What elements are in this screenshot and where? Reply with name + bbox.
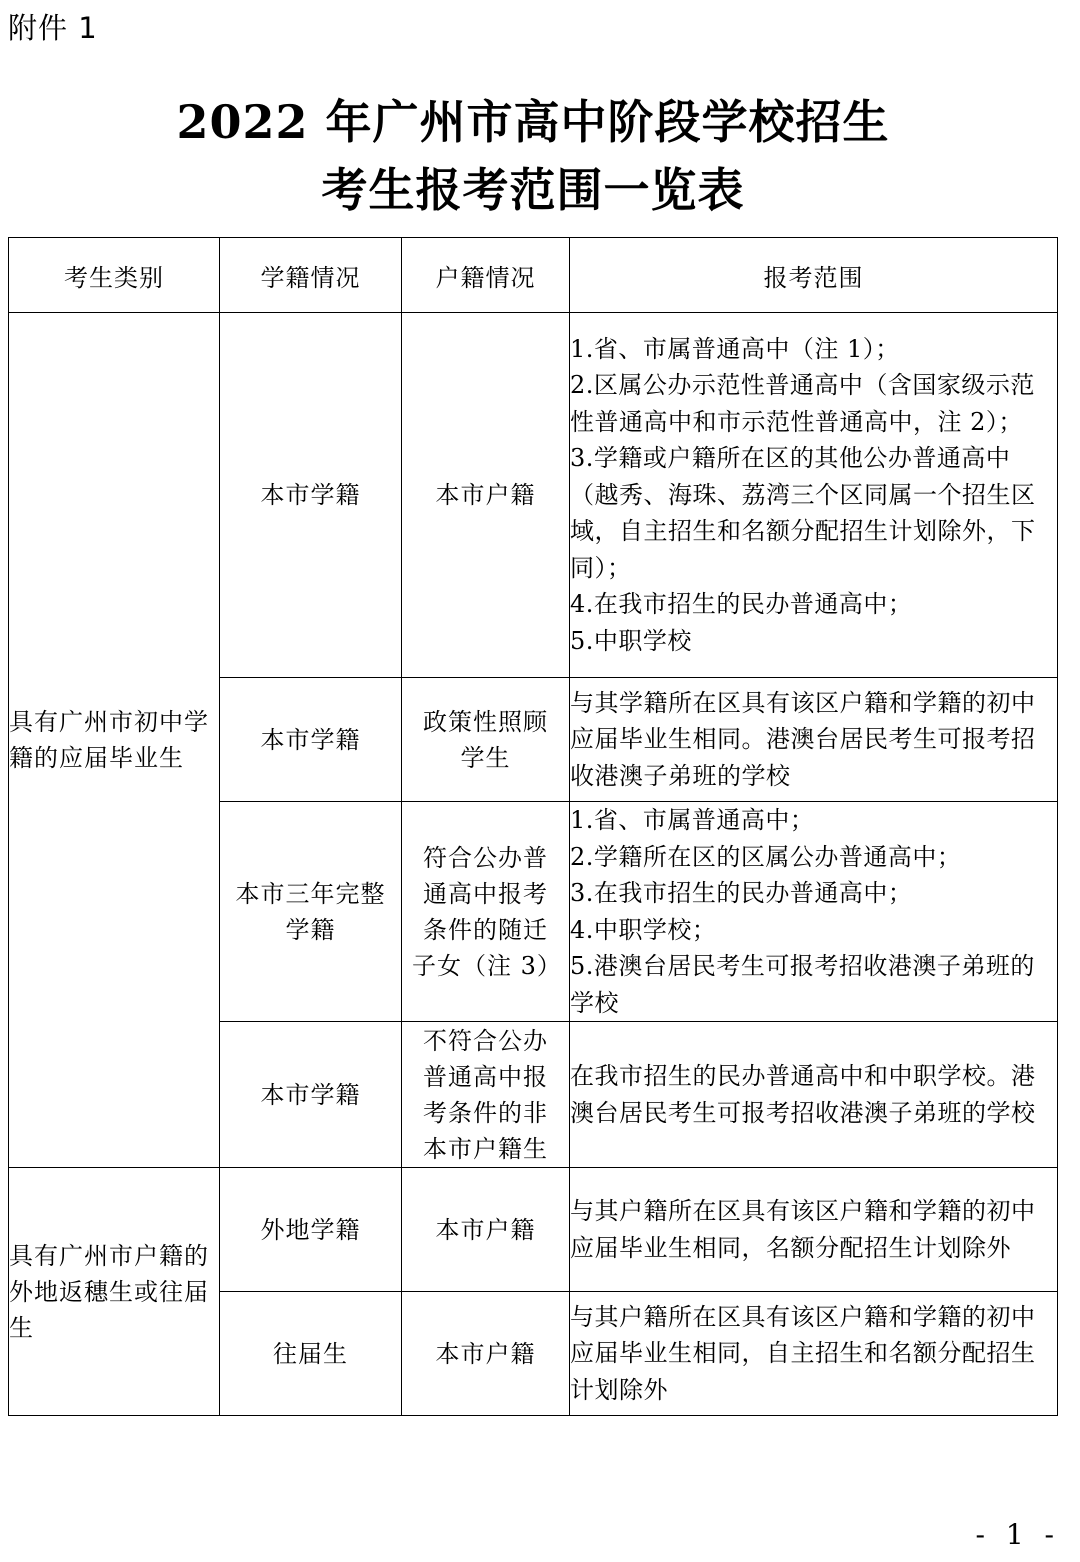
scope-item: 5.中职学校 [570, 626, 692, 655]
school-status-cell: 本市学籍 [220, 678, 402, 802]
school-status-cell: 本市学籍 [220, 313, 402, 678]
scope-cell [570, 1292, 1058, 1416]
scope-cell [570, 1022, 1058, 1168]
school-status-cell: 外地学籍 [220, 1168, 402, 1292]
scope-item: 3.学籍或户籍所在区的其他公办普通高中（越秀、海珠、荔湾三个区同属一个招生区域，自主招生和名额分配招生计划除外，下同）； [570, 444, 1036, 582]
scope-item: 1.省、市属普通高中； [570, 806, 815, 834]
school-status-cell: 往届生 [220, 1292, 402, 1416]
header-application-scope: 报考范围 [570, 238, 1058, 313]
table-row [9, 1168, 1058, 1292]
scope-item: 1.省、市属普通高中（注 1）； [570, 334, 900, 363]
scope-cell [570, 678, 1058, 802]
category-cell: 具有广州市户籍的外地返穗生或往届生 [9, 1168, 220, 1416]
school-status-cell: 本市三年完整学籍 [220, 802, 402, 1022]
scope-item: 4.在我市招生的民办普通高中； [570, 590, 913, 619]
hukou-status-cell: 本市户籍 [402, 1168, 570, 1292]
hukou-status-cell: 政策性照顾学生 [402, 678, 570, 802]
school-status-cell: 本市学籍 [220, 1022, 402, 1168]
scope-item: 与其户籍所在区具有该区户籍和学籍的初中应届毕业生相同，自主招生和名额分配招生计划除外 [570, 1302, 1036, 1404]
hukou-status-cell: 本市户籍 [402, 1292, 570, 1416]
scope-item: 5.港澳台居民考生可报考招收港澳子弟班的学校 [570, 952, 1035, 1017]
scope-item: 与其学籍所在区具有该区户籍和学籍的初中应届毕业生相同。港澳台居民考生可报考招收港澳子弟班的学校 [570, 688, 1036, 790]
header-hukou-status: 户籍情况 [402, 238, 570, 313]
hukou-status-cell: 本市户籍 [402, 313, 570, 678]
scope-cell [570, 1168, 1058, 1292]
header-school-status: 学籍情况 [220, 238, 402, 313]
application-scope-table [8, 237, 1058, 1416]
hukou-status-cell: 符合公办普通高中报考条件的随迁子女（注 3） [402, 802, 570, 1022]
scope-item: 3.在我市招生的民办普通高中； [570, 879, 913, 907]
page-number: - 1 - [975, 1518, 1060, 1551]
header-category: 考生类别 [9, 238, 220, 313]
scope-item: 2.区属公办示范性普通高中（含国家级示范性普通高中和市示范性普通高中，注 2）； [570, 371, 1035, 436]
table-row [9, 313, 1058, 678]
scope-item: 与其户籍所在区具有该区户籍和学籍的初中应届毕业生相同，名额分配招生计划除外 [570, 1197, 1036, 1262]
hukou-status-cell: 不符合公办普通高中报考条件的非本市户籍生 [402, 1022, 570, 1168]
scope-item: 2.学籍所在区的区属公办普通高中； [570, 842, 962, 871]
scope-item: 在我市招生的民办普通高中和中职学校。港澳台居民考生可报考招收港澳子弟班的学校 [570, 1062, 1036, 1127]
document-title-line-1: 2022 年广州市高中阶段学校招生 [176, 95, 890, 149]
document-title-line-2: 考生报考范围一览表 [321, 163, 745, 217]
table-header-row [9, 238, 1058, 313]
attachment-label: 附件 1 [8, 11, 98, 45]
category-cell: 具有广州市初中学籍的应届毕业生 [9, 313, 220, 1168]
scope-cell [570, 313, 1058, 678]
scope-item: 4.中职学校； [570, 915, 717, 944]
scope-cell [570, 802, 1058, 1022]
